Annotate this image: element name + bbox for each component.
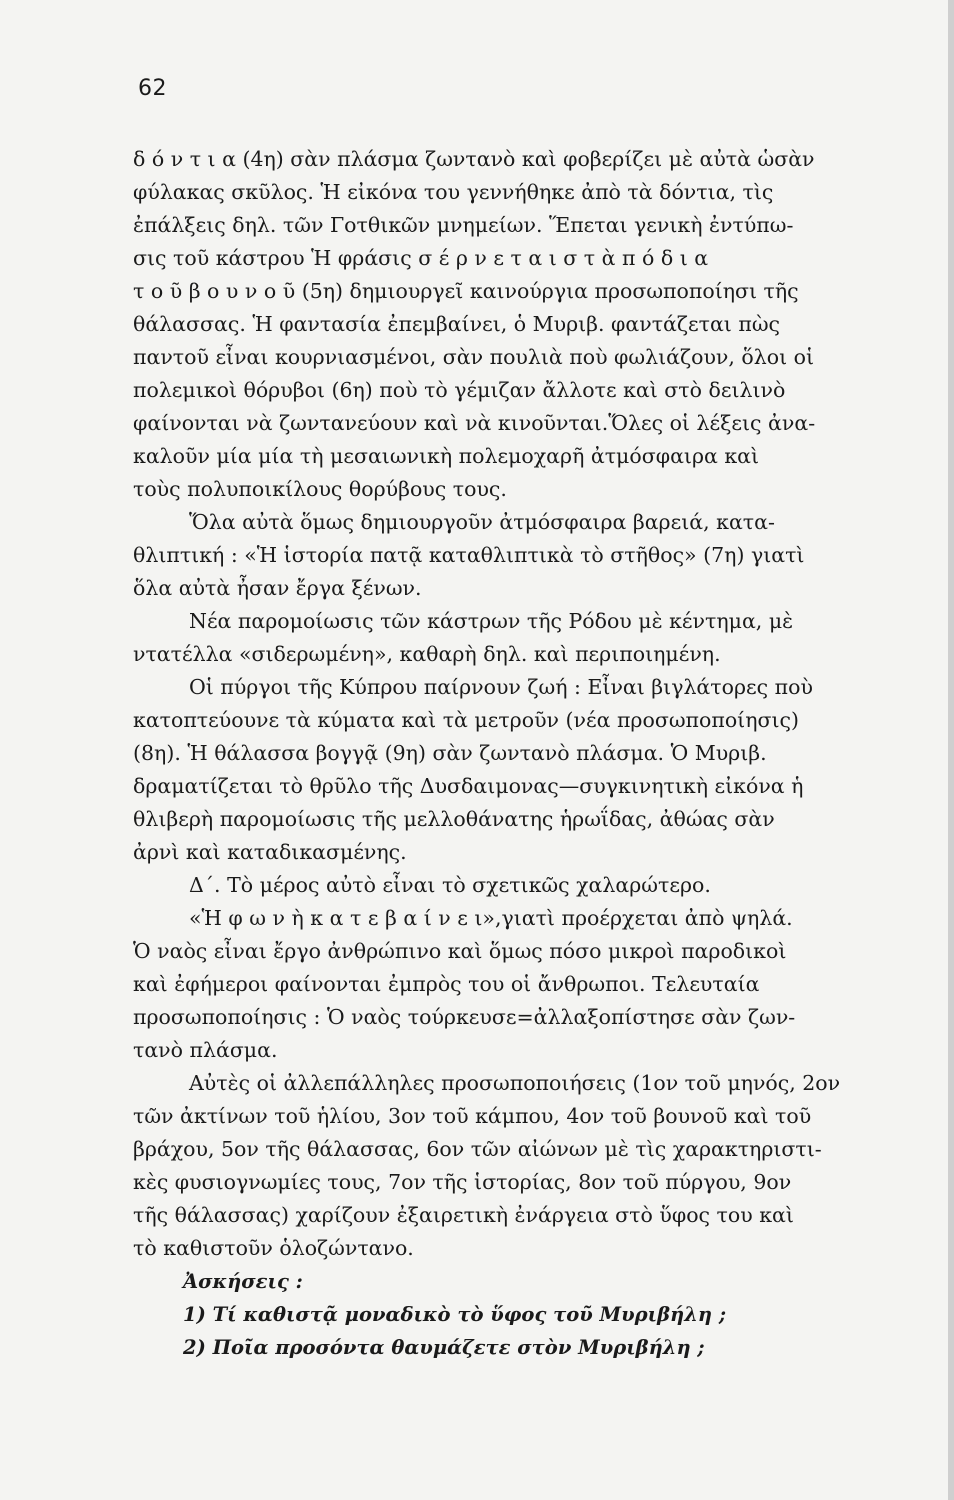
text-line: φαίνονται νὰ ζωντανεύουν καὶ νὰ κινοῦνται.Ὅλες οἱ λέξεις ἀνα- bbox=[133, 411, 816, 435]
text-line: 2) Ποῖα προσόντα θαυμάζετε στὸν Μυριβήλη ; bbox=[183, 1336, 705, 1359]
text-line: δραματίζεται τὸ θρῦλο τῆς Δυσδαιμονας—συγκινητικὴ εἰκόνα ἡ bbox=[133, 774, 804, 798]
text-line: ὅλα αὐτὰ ἦσαν ἔργα ξένων. bbox=[133, 576, 422, 600]
page-number: 62 bbox=[138, 76, 167, 101]
text-line: σις τοῦ κάστρου Ἡ φράσις σ έ ρ ν ε τ α ι σ τ ὰ π ό δ ι α bbox=[133, 246, 709, 270]
text-line: «Ἡ φ ω ν ὴ κ α τ ε β α ί ν ε ι»,γιατὶ προέρχεται ἀπὸ ψηλά. bbox=[189, 906, 793, 930]
text-line: καλοῦν μία μία τὴ μεσαιωνικὴ πολεμοχαρῆ ἀτμόσφαιρα καὶ bbox=[133, 444, 760, 468]
text-line: φύλακας σκῦλος. Ἡ εἰκόνα του γεννήθηκε ἀπὸ τὰ δόντια, τὶς bbox=[133, 180, 774, 204]
text-line: θάλασσας. Ἡ φαντασία ἐπεμβαίνει, ὁ Μυριβ. φαντάζεται πὼς bbox=[133, 312, 781, 336]
text-line: Ἀσκήσεις : bbox=[183, 1270, 303, 1293]
page-edge bbox=[948, 0, 954, 1500]
text-line: θλιβερὴ παρομοίωσις τῆς μελλοθάνατης ἡρωΐδας, ἀθώας σὰν bbox=[133, 807, 775, 831]
text-line: Οἱ πύργοι τῆς Κύπρου παίρνουν ζωή : Εἶναι βιγλάτορες ποὺ bbox=[189, 675, 813, 699]
text-line: Νέα παρομοίωσις τῶν κάστρων τῆς Ρόδου μὲ κέντημα, μὲ bbox=[189, 609, 794, 633]
text-line: Αὐτὲς οἱ ἀλλεπάλληλες προσωποποιήσεις (1ον τοῦ μηνός, 2ον bbox=[189, 1071, 841, 1095]
text-line: Ὁ ναὸς εἶναι ἔργο ἀνθρώπινο καὶ ὅμως πόσο μικροὶ παροδικοὶ bbox=[133, 939, 787, 963]
text-line: 1) Τί καθιστᾷ μοναδικὸ τὸ ὕφος τοῦ Μυριβήλη ; bbox=[183, 1303, 727, 1326]
text-line: κὲς φυσιογνωμίες τους, 7ον τῆς ἱστορίας, 8ον τοῦ πύργου, 9ον bbox=[133, 1170, 792, 1194]
body-text bbox=[133, 143, 943, 1364]
text-line: καὶ ἐφήμεροι φαίνονται ἐμπρὸς του οἱ ἄνθρωποι. Τελευταία bbox=[133, 972, 760, 996]
text-line: τοὺς πολυποικίλους θορύβους τους. bbox=[133, 477, 507, 501]
text-line: τανὸ πλάσμα. bbox=[133, 1038, 278, 1062]
text-line: πολεμικοὶ θόρυβοι (6η) ποὺ τὸ γέμιζαν ἄλλοτε καὶ στὸ δειλινὸ bbox=[133, 378, 786, 402]
text-line: βράχου, 5ον τῆς θάλασσας, 6ον τῶν αἰώνων μὲ τὶς χαρακτηριστι- bbox=[133, 1137, 822, 1161]
text-line: θλιπτική : «Ἡ ἱστορία πατᾷ καταθλιπτικὰ τὸ στῆθος» (7η) γιατὶ bbox=[133, 543, 805, 567]
text-line: ἐπάλξεις δηλ. τῶν Γοτθικῶν μνημείων. Ἕπεται γενικὴ ἐντύπω- bbox=[133, 213, 794, 237]
text-line: δ ό ν τ ι α (4η) σὰν πλάσμα ζωντανὸ καὶ φοβερίζει μὲ αὐτὰ ὡσὰν bbox=[133, 147, 815, 171]
text-line: ντατέλλα «σιδερωμένη», καθαρὴ δηλ. καὶ περιποιημένη. bbox=[133, 642, 721, 666]
text-line: παντοῦ εἶναι κουρνιασμένοι, σὰν πουλιὰ ποὺ φωλιάζουν, ὅλοι οἱ bbox=[133, 345, 815, 369]
text-line: τὸ καθιστοῦν ὁλοζώντανο. bbox=[133, 1236, 414, 1260]
text-line: τ ο ῦ β ο υ ν ο ῦ (5η) δημιουργεῖ καινούργια προσωποποίησι τῆς bbox=[133, 279, 799, 303]
text-line: ἀρνὶ καὶ καταδικασμένης. bbox=[133, 840, 407, 864]
text-line: Δ΄. Τὸ μέρος αὐτὸ εἶναι τὸ σχετικῶς χαλαρώτερο. bbox=[189, 873, 711, 897]
text-line: τῶν ἀκτίνων τοῦ ἡλίου, 3ον τοῦ κάμπου, 4ον τοῦ βουνοῦ καὶ τοῦ bbox=[133, 1104, 812, 1128]
text-line: τῆς θάλασσας) χαρίζουν ἐξαιρετικὴ ἐνάργεια στὸ ὕφος του καὶ bbox=[133, 1203, 794, 1227]
text-line: Ὅλα αὐτὰ ὅμως δημιουργοῦν ἀτμόσφαιρα βαρειά, κατα- bbox=[189, 510, 775, 534]
text-line: προσωποποίησις : Ὁ ναὸς τούρκευσε=ἀλλαξοπίστησε σὰν ζων- bbox=[133, 1005, 796, 1029]
text-line: (8η). Ἡ θάλασσα βογγᾷ (9η) σὰν ζωντανὸ πλάσμα. Ὁ Μυριβ. bbox=[133, 741, 767, 765]
text-line: κατοπτεύουνε τὰ κύματα καὶ τὰ μετροῦν (νέα προσωποποίησις) bbox=[133, 708, 799, 732]
